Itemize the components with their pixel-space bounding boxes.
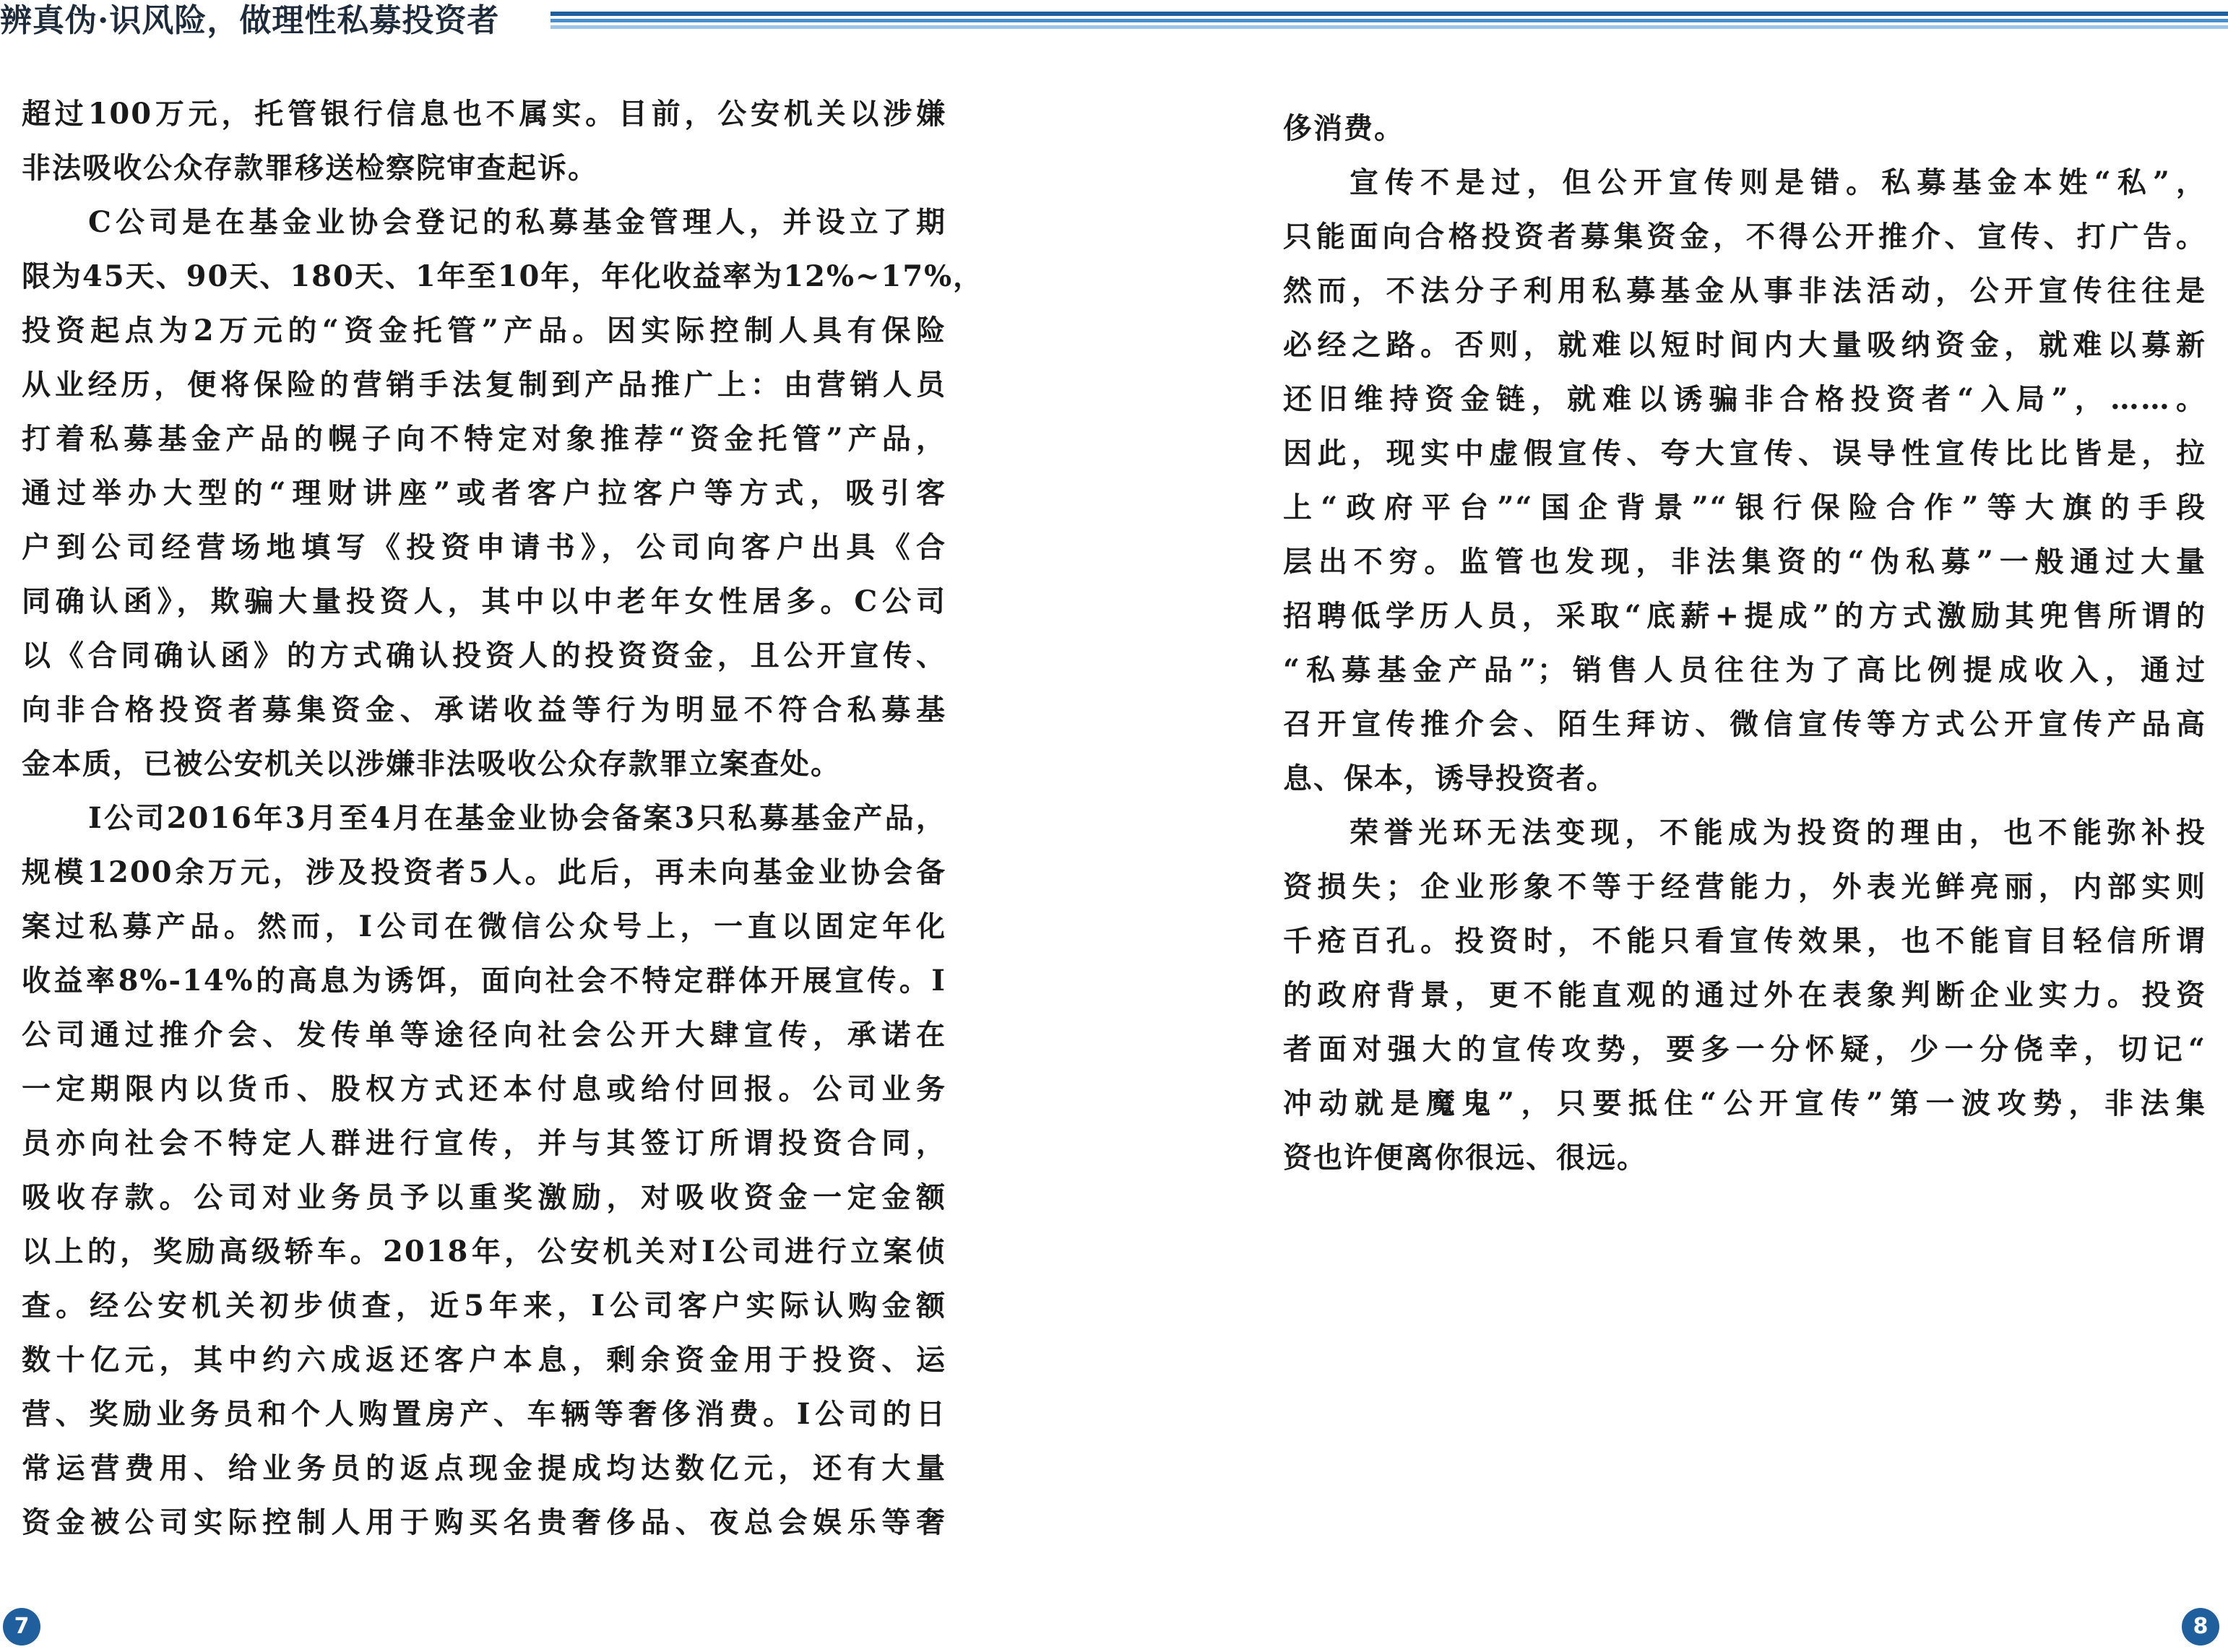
right-page-text — [1283, 101, 2206, 1185]
text-line: 规模1200余万元，涉及投资者5人。此后，再未向基金业协会备 — [22, 855, 946, 889]
text-line: 者面对强大的宣传攻势，要多一分怀疑，少一分侥幸，切记“ — [1283, 1032, 2206, 1066]
text-line: 侈消费。 — [1283, 111, 1404, 145]
text-line: I公司2016年3月至4月在基金业协会备案3只私募基金产品， — [88, 801, 946, 835]
text-line: 只能面向合格投资者募集资金，不得公开推介、宣传、打广告。 — [1283, 220, 2206, 254]
text-line: 营、奖励业务员和个人购置房产、车辆等奢侈消费。I公司的日 — [22, 1397, 946, 1431]
text-line: 投资起点为2万元的“资金托管”产品。因实际控制人具有保险 — [22, 313, 946, 347]
text-line: 限为45天、90天、180天、1年至10年，年化收益率为12%~17%， — [22, 259, 984, 293]
text-line: “私募基金产品”；销售人员往往为了高比例提成收入，通过 — [1283, 653, 2206, 687]
header-rule-bar-dark — [550, 12, 2228, 16]
text-line: 吸收存款。公司对业务员予以重奖激励，对吸收资金一定金额 — [22, 1180, 946, 1214]
text-line: 非法吸收公众存款罪移送检察院审查起诉。 — [22, 151, 598, 185]
text-line: 还旧维持资金链，就难以诱骗非合格投资者“入局”，……。 — [1283, 382, 2206, 416]
header-rule-bar-light — [550, 25, 2228, 29]
text-line: 收益率8%-14%的高息为诱饵，面向社会不特定群体开展宣传。I — [22, 964, 946, 998]
text-line: 通过举办大型的“理财讲座”或者客户拉客户等方式，吸引客 — [22, 476, 946, 510]
header-rule — [550, 12, 2228, 32]
text-line: 向非合格投资者募集资金、承诺收益等行为明显不符合私募基 — [22, 693, 946, 727]
text-line: 层出不穷。监管也发现，非法集资的“伪私募”一般通过大量 — [1283, 545, 2206, 579]
text-line: 资损失；企业形象不等于经营能力，外表光鲜亮丽，内部实则 — [1283, 870, 2206, 904]
text-line: 以上的，奖励高级轿车。2018年，公安机关对I公司进行立案侦 — [22, 1234, 946, 1268]
text-line: 的政府背景，更不能直观的通过外在表象判断企业实力。投资 — [1283, 978, 2206, 1012]
text-line: 息、保本，诱导投资者。 — [1283, 761, 1617, 795]
text-line: 荣誉光环无法变现，不能成为投资的理由，也不能弥补投 — [1350, 816, 2206, 849]
text-line: 以《合同确认函》的方式确认投资人的投资资金，且公开宣传、 — [22, 639, 946, 673]
text-line: 打着私募基金产品的幌子向不特定对象推荐“资金托管”产品， — [22, 422, 946, 456]
text-line: 资金被公司实际控制人用于购买名贵奢侈品、夜总会娱乐等奢 — [22, 1505, 946, 1539]
text-line: 数十亿元，其中约六成返还客户本息，剩余资金用于投资、运 — [22, 1343, 946, 1377]
text-line: 资也许便离你很远、很远。 — [1283, 1141, 1647, 1175]
text-line: 超过100万元，托管银行信息也不属实。目前，公安机关以涉嫌 — [22, 97, 946, 131]
header-rule-bar-mid — [550, 19, 2228, 22]
text-line: 千疮百孔。投资时，不能只看宣传效果，也不能盲目轻信所谓 — [1283, 924, 2206, 958]
left-page-text — [22, 87, 984, 1549]
text-line: 因此，现实中虚假宣传、夸大宣传、误导性宣传比比皆是，拉 — [1283, 436, 2206, 470]
text-line: 招聘低学历人员，采取“底薪+提成”的方式激励其兜售所谓的 — [1283, 599, 2206, 633]
text-line: C公司是在基金业协会登记的私募基金管理人，并设立了期 — [88, 205, 946, 239]
page-number-left: 7 — [3, 1608, 40, 1645]
text-line: 查。经公安机关初步侦查，近5年来，I公司客户实际认购金额 — [22, 1289, 946, 1323]
text-line: 宣传不是过，但公开宣传则是错。私募基金本姓“私”， — [1350, 165, 2206, 199]
text-line: 同确认函》，欺骗大量投资人，其中以中老年女性居多。C公司 — [22, 584, 946, 618]
text-line: 户到公司经营场地填写《投资申请书》，公司向客户出具《合 — [22, 530, 946, 564]
text-line: 冲动就是魔鬼”，只要抵住“公开宣传”第一波攻势，非法集 — [1283, 1086, 2206, 1120]
text-line: 必经之路。否则，就难以短时间内大量吸纳资金，就难以募新 — [1283, 328, 2206, 362]
text-line: 公司通过推介会、发传单等途径向社会公开大肆宣传，承诺在 — [22, 1018, 946, 1052]
text-line: 金本质，已被公安机关以涉嫌非法吸收公众存款罪立案查处。 — [22, 747, 841, 781]
text-line: 案过私募产品。然而，I公司在微信公众号上，一直以固定年化 — [22, 909, 946, 943]
page-number-right: 8 — [2182, 1608, 2219, 1645]
text-line: 然而，不法分子利用私募基金从事非法活动，公开宣传往往是 — [1283, 274, 2206, 308]
header-title: 辨真伪·识风险，做理性私募投资者 — [0, 2, 500, 39]
text-line: 从业经历，便将保险的营销手法复制到产品推广上：由营销人员 — [22, 368, 946, 402]
text-line: 召开宣传推介会、陌生拜访、微信宣传等方式公开宣传产品高 — [1283, 707, 2206, 741]
text-line: 员亦向社会不特定人群进行宣传，并与其签订所谓投资合同， — [22, 1126, 946, 1160]
text-line: 常运营费用、给业务员的返点现金提成均达数亿元，还有大量 — [22, 1451, 946, 1485]
text-line: 一定期限内以货币、股权方式还本付息或给付回报。公司业务 — [22, 1072, 946, 1106]
text-line: 上“政府平台”“国企背景”“银行保险合作”等大旗的手段 — [1283, 490, 2206, 524]
